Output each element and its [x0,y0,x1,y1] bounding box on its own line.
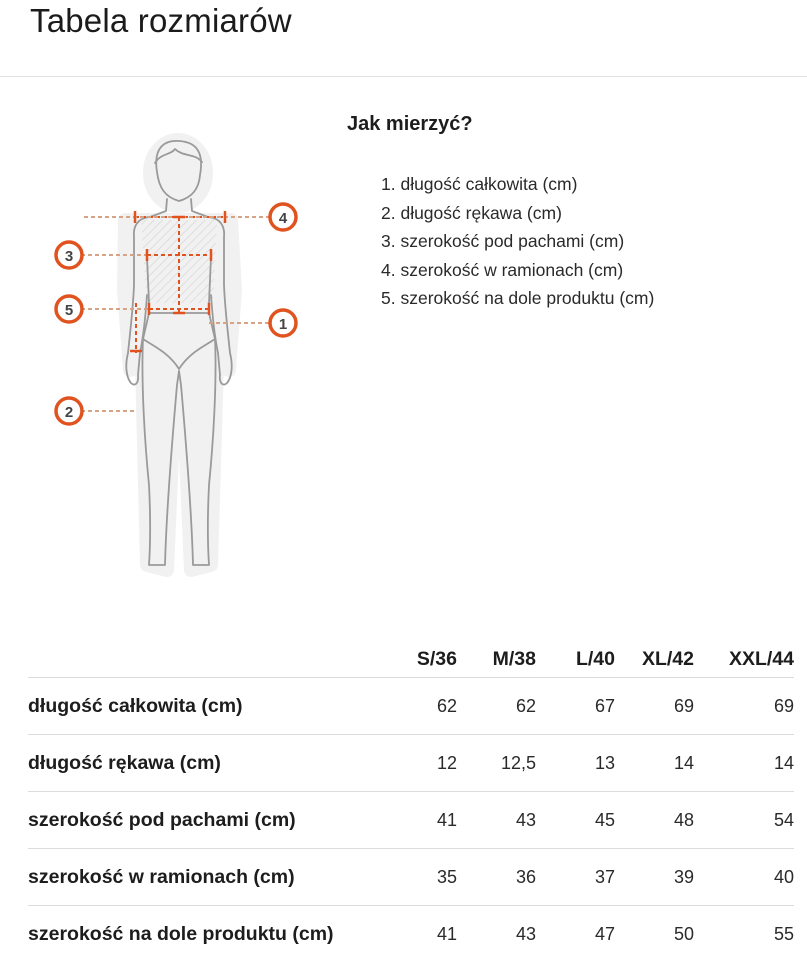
measurement-step: 3. szerokość pod pachami (cm) [381,231,625,251]
table-cell: 43 [515,923,536,944]
table-cell: 54 [694,792,794,849]
table-cell: 50 [673,923,694,944]
marker-2-label: 2 [64,404,74,421]
table-cell: 36 [457,849,536,906]
row-label: szerokość w ramionach (cm) [28,849,378,906]
table-cell: 35 [378,849,457,906]
table-row [28,792,794,849]
table-cell: 62 [378,678,457,735]
table-cell: 14 [615,735,694,792]
table-cell: 13 [536,735,615,792]
table-cell: 45 [536,792,615,849]
table-cell: 12,5 [457,735,536,792]
row-label: długość rękawa (cm) [28,735,378,792]
marker-5-label: 5 [64,302,74,319]
table-cell: 62 [457,678,536,735]
size-table [28,641,794,962]
size-table-header-row [28,641,794,678]
table-row [28,906,794,963]
table-row [28,735,794,792]
table-row [28,849,794,906]
marker-3 [56,242,82,268]
measurement-step: 1. długość całkowita (cm) [381,174,578,194]
column-header-size: S/36 [378,641,457,678]
row-label: szerokość na dole produktu (cm) [28,922,334,945]
measurement-figure [45,125,315,595]
table-cell: 12 [378,735,457,792]
column-header-size: XXL/44 [694,641,794,678]
marker-1 [270,310,296,336]
table-row [28,678,794,735]
table-cell: 37 [536,849,615,906]
table-cell: 43 [457,792,536,849]
measurement-steps-list [381,171,654,314]
table-cell: 69 [615,678,694,735]
measurement-step: 2. długość rękawa (cm) [381,202,562,223]
marker-3-label: 3 [64,248,74,265]
page-title: Tabela rozmiarów [30,2,292,39]
table-cell: 47 [594,923,615,944]
table-cell: 39 [615,849,694,906]
table-cell: 69 [694,678,794,735]
table-cell: 14 [694,735,794,792]
measurement-step: 5. szerokość na dole produktu (cm) [381,288,655,308]
table-cell: 40 [694,849,794,906]
marker-4 [270,204,296,230]
marker-4-label: 4 [278,210,288,227]
measurement-step: 4. szerokość w ramionach (cm) [381,259,624,280]
table-cell: 41 [378,792,457,849]
row-label: długość całkowita (cm) [28,678,378,735]
column-header-size: M/38 [457,641,536,678]
table-cell: 41 [436,923,457,944]
table-cell: 48 [615,792,694,849]
marker-5 [56,296,82,322]
column-header-size: L/40 [536,641,615,678]
marker-1-label: 1 [278,316,288,333]
table-cell: 55 [773,923,794,944]
column-header-size: XL/42 [615,641,694,678]
marker-2 [56,398,82,424]
column-header-empty [28,641,378,678]
table-cell: 67 [536,678,615,735]
row-label: szerokość pod pachami (cm) [28,792,378,849]
how-to-measure-title: Jak mierzyć? [347,113,473,135]
header-divider [0,76,807,77]
